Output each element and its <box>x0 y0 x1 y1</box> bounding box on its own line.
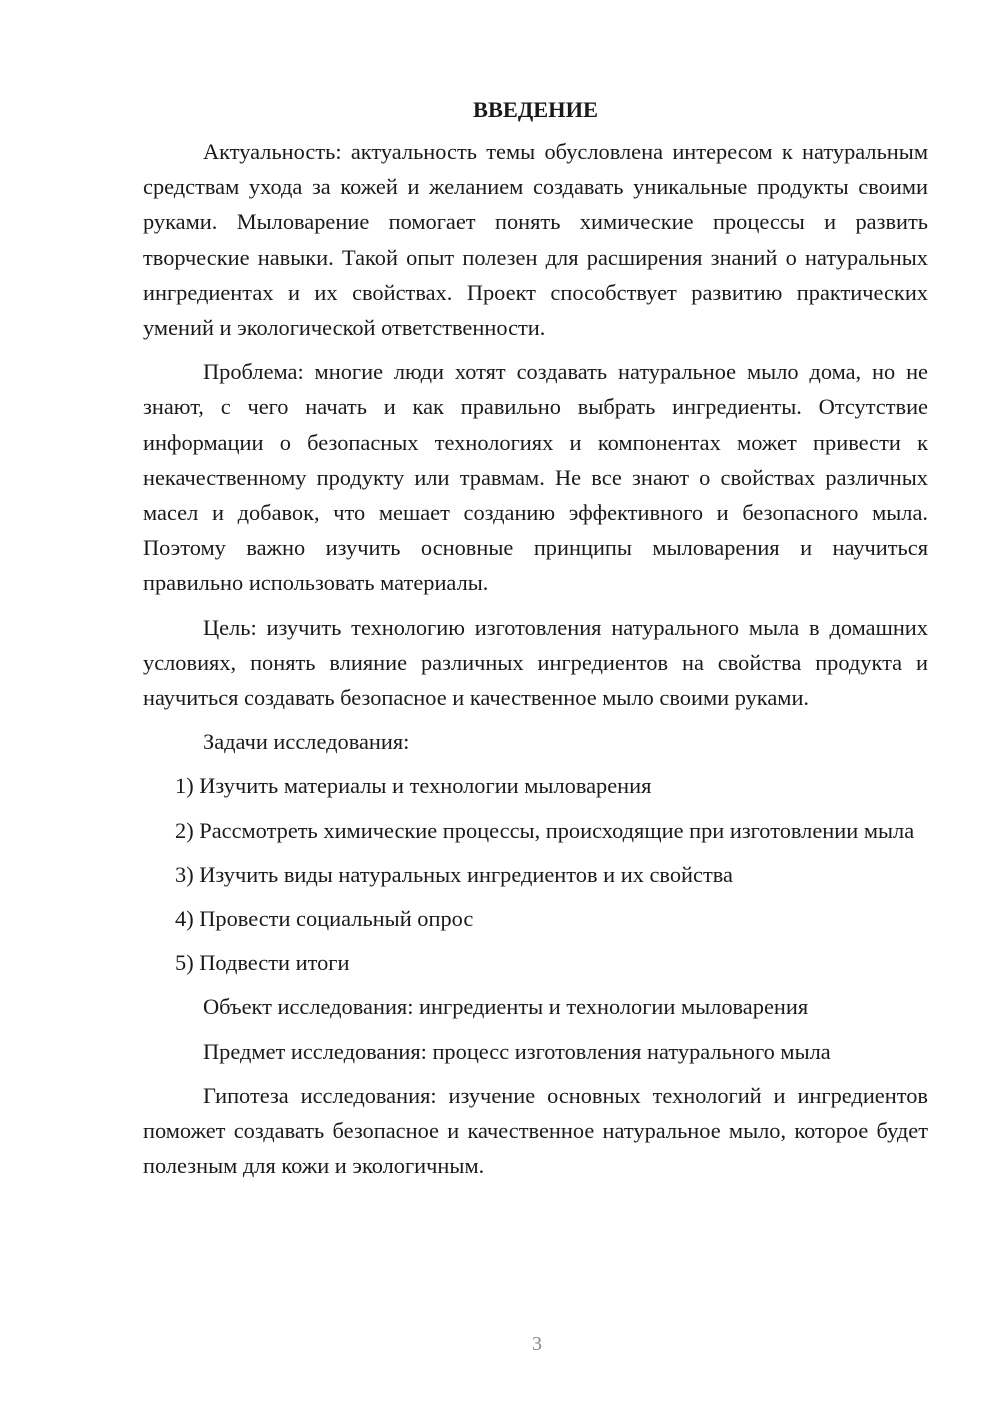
page-number: 3 <box>532 1333 542 1355</box>
hypothesis-paragraph: Гипотеза исследования: изучение основных технологий и ингредиентов поможет создавать безопасное и качественное натуральное мыло, которое будет полезным для кожи и экологичным. <box>143 1082 928 1179</box>
task-item: 4) Провести социальный опрос <box>175 906 474 932</box>
relevance-paragraph: Актуальность: актуальность темы обусловлена интересом к натуральным средствам ухода за кожей и желанием создавать уникальные продукты своими руками. Мыловарение помогает понять химические процессы и развить творческие навыки. Такой опыт полезен для расширения знаний о натуральных ингредиентах и их свойствах. Проект способствует развитию практических умений и экологической ответственности. <box>143 139 928 341</box>
task-item: 2) Рассмотреть химические процессы, происходящие при изготовлении мыла <box>175 817 915 843</box>
page-title: ВВЕДЕНИЕ <box>473 97 598 122</box>
task-item: 5) Подвести итоги <box>175 950 350 976</box>
subject-paragraph: Предмет исследования: процесс изготовления натурального мыла <box>203 1038 831 1064</box>
tasks-heading: Задачи исследования: <box>203 729 410 755</box>
goal-paragraph: Цель: изучить технологию изготовления натурального мыла в домашних условиях, понять влияние различных ингредиентов на свойства продукта и научиться создавать безопасное и качественное мыло своими руками. <box>143 614 928 711</box>
task-item: 1) Изучить материалы и технологии мыловарения <box>175 773 652 799</box>
task-item: 3) Изучить виды натуральных ингредиентов и их свойства <box>175 861 733 887</box>
object-paragraph: Объект исследования: ингредиенты и технологии мыловарения <box>203 994 809 1020</box>
problem-paragraph: Проблема: многие люди хотят создавать натуральное мыло дома, но не знают, с чего начать и как правильно выбрать ингредиенты. Отсутствие информации о безопасных технологиях и компонентах может привести к некачественному продукту или травмам. Не все знают о свойствах различных масел и добавок, что мешает созданию эффективного и безопасного мыла. Поэтому важно изучить основные принципы мыловарения и научиться правильно использовать материалы. <box>143 359 928 596</box>
page-content <box>143 92 928 1183</box>
